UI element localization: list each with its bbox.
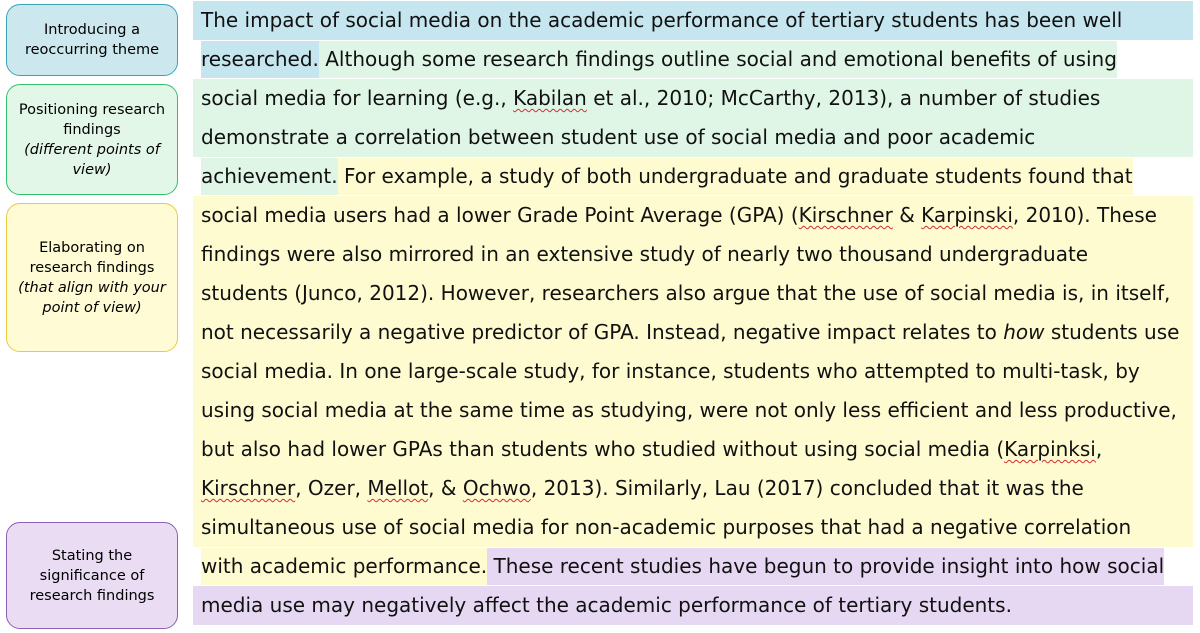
paragraph-line-14 (193, 508, 1193, 547)
paragraph-line-7 (193, 235, 1193, 274)
paragraph-line-15 (193, 547, 1193, 586)
label-positioning-findings (6, 84, 178, 195)
paragraph-line-9 (193, 313, 1193, 352)
paragraph-line-2 (193, 40, 1193, 79)
sentence-positioning: Although some research findings outline social and emotional benefits of using (319, 41, 1117, 78)
sentence-significance: These recent studies have begun to provide insight into how social (487, 548, 1164, 585)
paragraph-line-12 (193, 430, 1193, 469)
text-run: students use (1044, 320, 1180, 344)
label-introducing-theme (6, 4, 178, 76)
label-text: Positioning research findings (18, 101, 166, 138)
citation-name: Kabilan (513, 86, 587, 110)
label-text: Introducing a reoccurring theme (24, 22, 160, 58)
text-run: media use may negatively affect the academic performance of tertiary students. (201, 593, 1012, 617)
paragraph-line-3 (193, 79, 1193, 118)
text-run: & (892, 203, 922, 227)
label-elaborating-findings (6, 203, 178, 352)
citation-name: Karpinski (921, 203, 1013, 227)
text-run: , (1095, 437, 1103, 461)
sentence-positioning-end: achievement. (201, 158, 338, 195)
text-run: social media for learning (e.g., (201, 86, 514, 110)
paragraph-line-4 (193, 118, 1193, 157)
sentence-elaborating-end: with academic performance. (201, 548, 487, 585)
citation-name: Kirschner (798, 203, 893, 227)
sentence-theme: The impact of social media on the academic performance of tertiary students has been well (201, 8, 1123, 32)
paragraph-line-5 (193, 157, 1193, 196)
text-run: , Ozer, (295, 476, 368, 500)
label-text: Stating the significance of research findings (29, 547, 155, 604)
paragraph-line-11 (193, 391, 1193, 430)
label-text: Elaborating on research findings (29, 239, 155, 276)
paragraph-line-13 (193, 469, 1193, 508)
text-run: social media. In one large-scale study, for instance, students who attempted to multi-task, by (201, 359, 1140, 383)
text-run: , 2010). These (1012, 203, 1157, 227)
text-run: using social media at the same time as studying, were not only less efficient and less productive, (201, 398, 1177, 422)
label-stating-significance (6, 522, 178, 629)
paragraph-line-1 (193, 1, 1193, 40)
paragraph-line-16 (193, 586, 1193, 625)
emphasis-text: how (1003, 320, 1045, 344)
paragraph-line-6 (193, 196, 1193, 235)
text-run: students (Junco, 2012). However, researchers also argue that the use of social media is, in itself, (201, 281, 1171, 305)
text-run: not necessarily a negative predictor of GPA. Instead, negative impact relates to (201, 320, 1004, 344)
citation-name: Mellot (367, 476, 429, 500)
text-run: but also had lower GPAs than students who studied without using social media ( (201, 437, 1005, 461)
citation-name: Karpinksi (1004, 437, 1096, 461)
label-italic-text: (that align with your point of view) (18, 279, 166, 316)
citation-name: Ochwo (462, 476, 531, 500)
text-run: demonstrate a correlation between student use of social media and poor academic (201, 125, 1036, 149)
citation-name: Kirschner (201, 476, 296, 500)
text-run: findings were also mirrored in an extensive study of nearly two thousand undergraduate (201, 242, 1089, 266)
paragraph-line-10 (193, 352, 1193, 391)
sentence-elaborating: For example, a study of both undergraduate and graduate students found that (338, 158, 1133, 195)
text-run: et al., 2010; McCarthy, 2013), a number of studies (586, 86, 1101, 110)
paragraph-line-8 (193, 274, 1193, 313)
label-italic-text: (different points of view) (24, 141, 160, 178)
text-run: simultaneous use of social media for non-academic purposes that had a negative correlation (201, 515, 1132, 539)
sentence-theme-end: researched. (201, 41, 319, 78)
text-run: , 2013). Similarly, Lau (2017) concluded that it was the (530, 476, 1084, 500)
text-run: , & (428, 476, 463, 500)
text-run: social media users had a lower Grade Point Average (GPA) ( (201, 203, 799, 227)
